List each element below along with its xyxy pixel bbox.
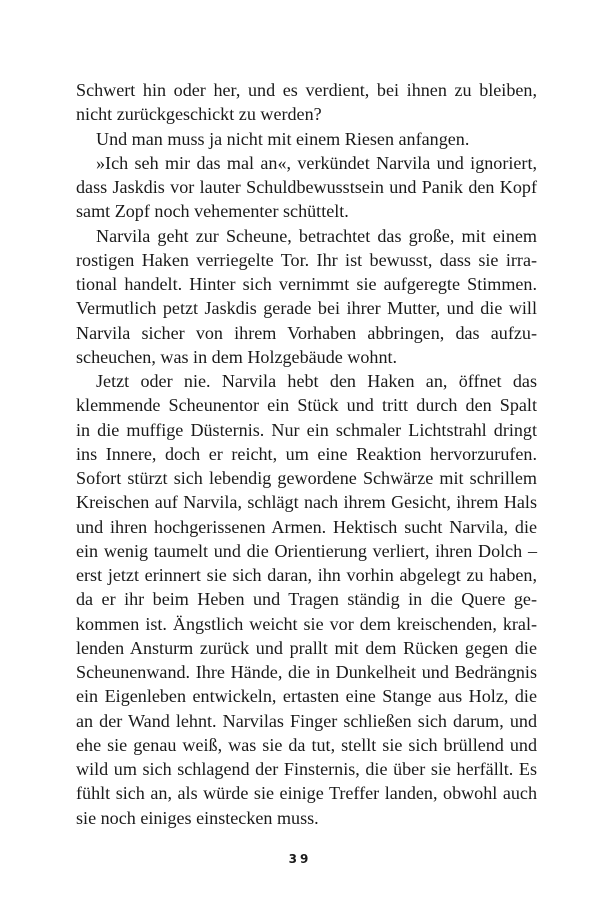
text-line: klemmende Scheunentor ein Stück und tritt durch den Spalt [76, 395, 537, 416]
text-line: scheuchen, was in dem Holzgebäude wohnt. [76, 346, 398, 367]
paragraph [76, 151, 537, 224]
page-number: 39 [288, 852, 312, 866]
text-line: rostigen Haken verriegelte Tor. Ihr ist bewusst, dass sie irra- [76, 249, 537, 270]
text-line: fühlt sich an, als würde sie einige Treffer landen, obwohl auch [76, 783, 537, 804]
text-line: kommen ist. Ängstlich weicht sie vor dem kreischenden, kral- [76, 613, 537, 634]
text-line: Narvila sicher von ihrem Vorhaben abbringen, das aufzu- [76, 322, 537, 343]
text-line: ein Eigenleben entwickeln, ertasten eine Stange aus Holz, die [76, 686, 537, 707]
paragraph [76, 224, 537, 370]
text-line: ins Innere, doch er reicht, um eine Reaktion hervorzurufen. [76, 443, 537, 464]
paragraph [76, 369, 537, 830]
text-line: Kreischen auf Narvila, schlägt nach ihrem Gesicht, ihrem Hals [76, 492, 537, 513]
body-text [76, 78, 537, 830]
text-line: samt Zopf noch vehementer schüttelt. [76, 201, 349, 222]
text-line: Jetzt oder nie. Narvila hebt den Haken an, öffnet das [96, 371, 537, 391]
text-line: ehe sie genau weiß, was sie da tut, stellt sie sich brüllend und [76, 734, 537, 755]
text-line: Schwert hin oder her, und es verdient, bei ihnen zu bleiben, [76, 80, 537, 100]
text-line: erst jetzt erinnert sie sich daran, ihn vorhin abgelegt zu haben, [76, 565, 537, 585]
text-line: Und man muss ja nicht mit einem Riesen anfangen. [96, 128, 470, 149]
text-line: nicht zurückgeschickt zu werden? [76, 104, 322, 125]
paragraph [76, 127, 537, 151]
text-line: Vermutlich petzt Jaskdis gerade bei ihrer Mutter, und die will [76, 298, 537, 319]
text-line: und ihren hochgerissenen Armen. Hektisch sucht Narvila, die [76, 516, 537, 537]
text-line: da er ihr beim Heben und Tragen ständig in die Quere ge- [76, 589, 537, 610]
text-line: Sofort stürzt sich lebendig gewordene Schwärze mit schrillem [76, 468, 537, 488]
text-line: wild um sich schlagend der Finsternis, die über sie herfällt. Es [76, 759, 537, 779]
text-line: ein wenig taumelt und die Orientierung verliert, ihren Dolch – [76, 540, 537, 561]
text-line: »Ich seh mir das mal an«, verkündet Narvila und ignoriert, [96, 152, 537, 173]
paragraph [76, 78, 537, 127]
text-line: tional handelt. Hinter sich vernimmt sie aufgeregte Stimmen. [76, 274, 537, 294]
text-line: Narvila geht zur Scheune, betrachtet das große, mit einem [96, 225, 537, 246]
text-line: sie noch einiges einstecken muss. [76, 807, 319, 828]
text-line: an der Wand lehnt. Narvilas Finger schließen sich darum, und [76, 710, 537, 731]
text-line: Scheunenwand. Ihre Hände, die in Dunkelheit und Bedrängnis [76, 662, 537, 682]
text-line: dass Jaskdis vor lauter Schuldbewusstsein und Panik den Kopf [76, 177, 537, 197]
text-line: in die muffige Düsternis. Nur ein schmaler Lichtstrahl dringt [76, 419, 537, 440]
text-line: lenden Ansturm zurück und prallt mit dem Rücken gegen die [76, 637, 537, 658]
